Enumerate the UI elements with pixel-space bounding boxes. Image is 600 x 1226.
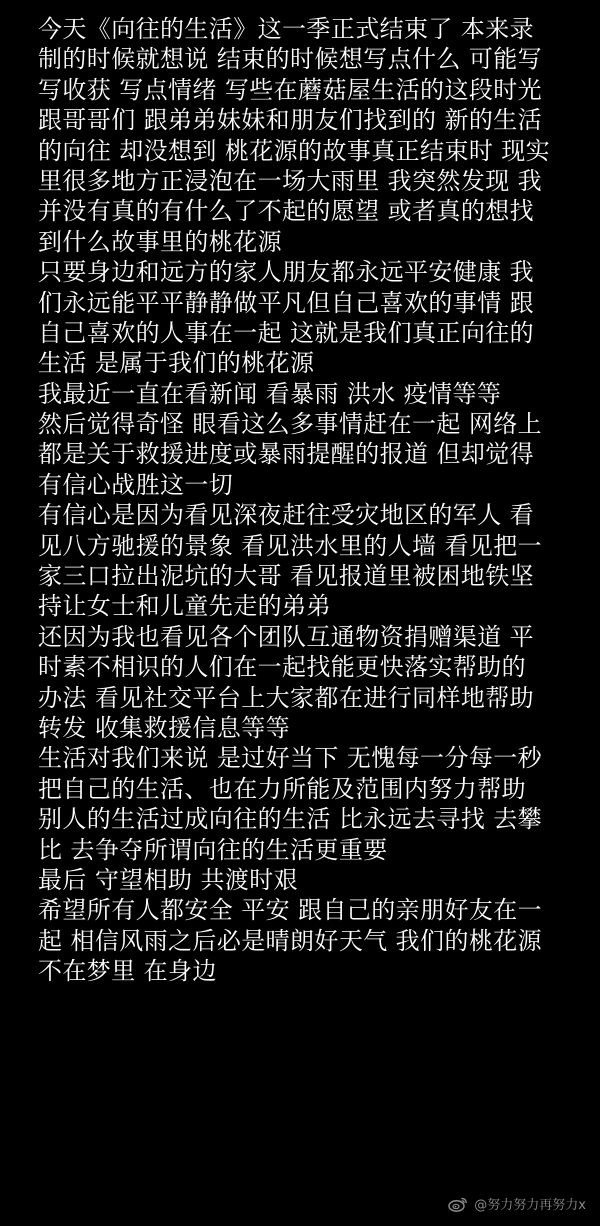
note-line: 制的时候就想说 结束的时候想写点什么 可能写 bbox=[38, 45, 543, 74]
note-line: 跟哥哥们 跟弟弟妹妹和朋友们找到的 新的生活 bbox=[38, 106, 543, 135]
note-line: 只要身边和远方的家人朋友都永远平安健康 我 bbox=[38, 258, 535, 287]
note-line: 然后觉得奇怪 眼看这么多事情赶在一起 网络上 bbox=[38, 410, 543, 439]
note-line: 起 相信风雨之后必是晴朗好天气 我们的桃花源 bbox=[38, 926, 543, 955]
note-line: 今天《向往的生活》这一季正式结束了 本来录 bbox=[38, 15, 535, 43]
note-line: 有信心是因为看见深夜赶往受灾地区的军人 看 bbox=[38, 501, 535, 530]
note-line: 希望所有人都安全 平安 跟自己的亲朋好友在一 bbox=[38, 896, 543, 925]
note-line: 见八方驰援的景象 看见洪水里的人墙 看见把一 bbox=[38, 531, 543, 560]
note-line: 写收获 写点情绪 写些在蘑菇屋生活的这段时光 bbox=[38, 75, 543, 104]
note-line: 别人的生活过成向往的生活 比永远去寻找 去攀 bbox=[38, 805, 543, 834]
weibo-icon bbox=[448, 1196, 468, 1212]
watermark-text: @努力努力再努力x bbox=[474, 1198, 586, 1213]
note-line: 的向往 却没想到 桃花源的故事真正结束时 现实 bbox=[38, 136, 551, 165]
note-line: 我最近一直在看新闻 看暴雨 洪水 疫情等等 bbox=[38, 379, 502, 408]
note-line: 比 去争夺所谓向往的生活更重要 bbox=[38, 835, 388, 864]
note-line: 不在梦里 在身边 bbox=[38, 957, 217, 986]
note-line: 时素不相识的人们在一起找能更快落实帮助的 bbox=[38, 653, 526, 682]
note-line: 最后 守望相助 共渡时艰 bbox=[38, 865, 299, 894]
weibo-watermark bbox=[448, 1194, 586, 1213]
note-text bbox=[38, 14, 578, 987]
note-line: 自己喜欢的人事在一起 这就是我们真正向往的 bbox=[38, 318, 535, 347]
note-line: 们永远能平平静静做平凡但自己喜欢的事情 跟 bbox=[38, 288, 535, 317]
note-line: 都是关于救援进度或暴雨提醒的报道 但却觉得 bbox=[38, 440, 535, 469]
note-line: 有信心战胜这一切 bbox=[38, 470, 234, 499]
note-line: 转发 收集救援信息等等 bbox=[38, 713, 291, 742]
note-line: 里很多地方正浸泡在一场大雨里 我突然发现 我 bbox=[38, 166, 543, 195]
note-line: 生活对我们来说 是过好当下 无愧每一分每一秒 bbox=[38, 744, 543, 773]
note-line: 把自己的生活、也在力所能及范围内努力帮助 bbox=[38, 774, 526, 803]
note-line: 到什么故事里的桃花源 bbox=[38, 227, 282, 256]
note-line: 并没有真的有什么了不起的愿望 或者真的想找 bbox=[38, 197, 535, 226]
note-line: 还因为我也看见各个团队互通物资捐赠渠道 平 bbox=[38, 622, 535, 651]
note-line: 持让女士和儿童先走的弟弟 bbox=[38, 592, 331, 621]
note-line: 家三口拉出泥坑的大哥 看见报道里被困地铁坚 bbox=[38, 562, 535, 591]
note-line: 办法 看见社交平台上大家都在进行同样地帮助 bbox=[38, 683, 535, 712]
note-line: 生活 是属于我们的桃花源 bbox=[38, 349, 315, 378]
